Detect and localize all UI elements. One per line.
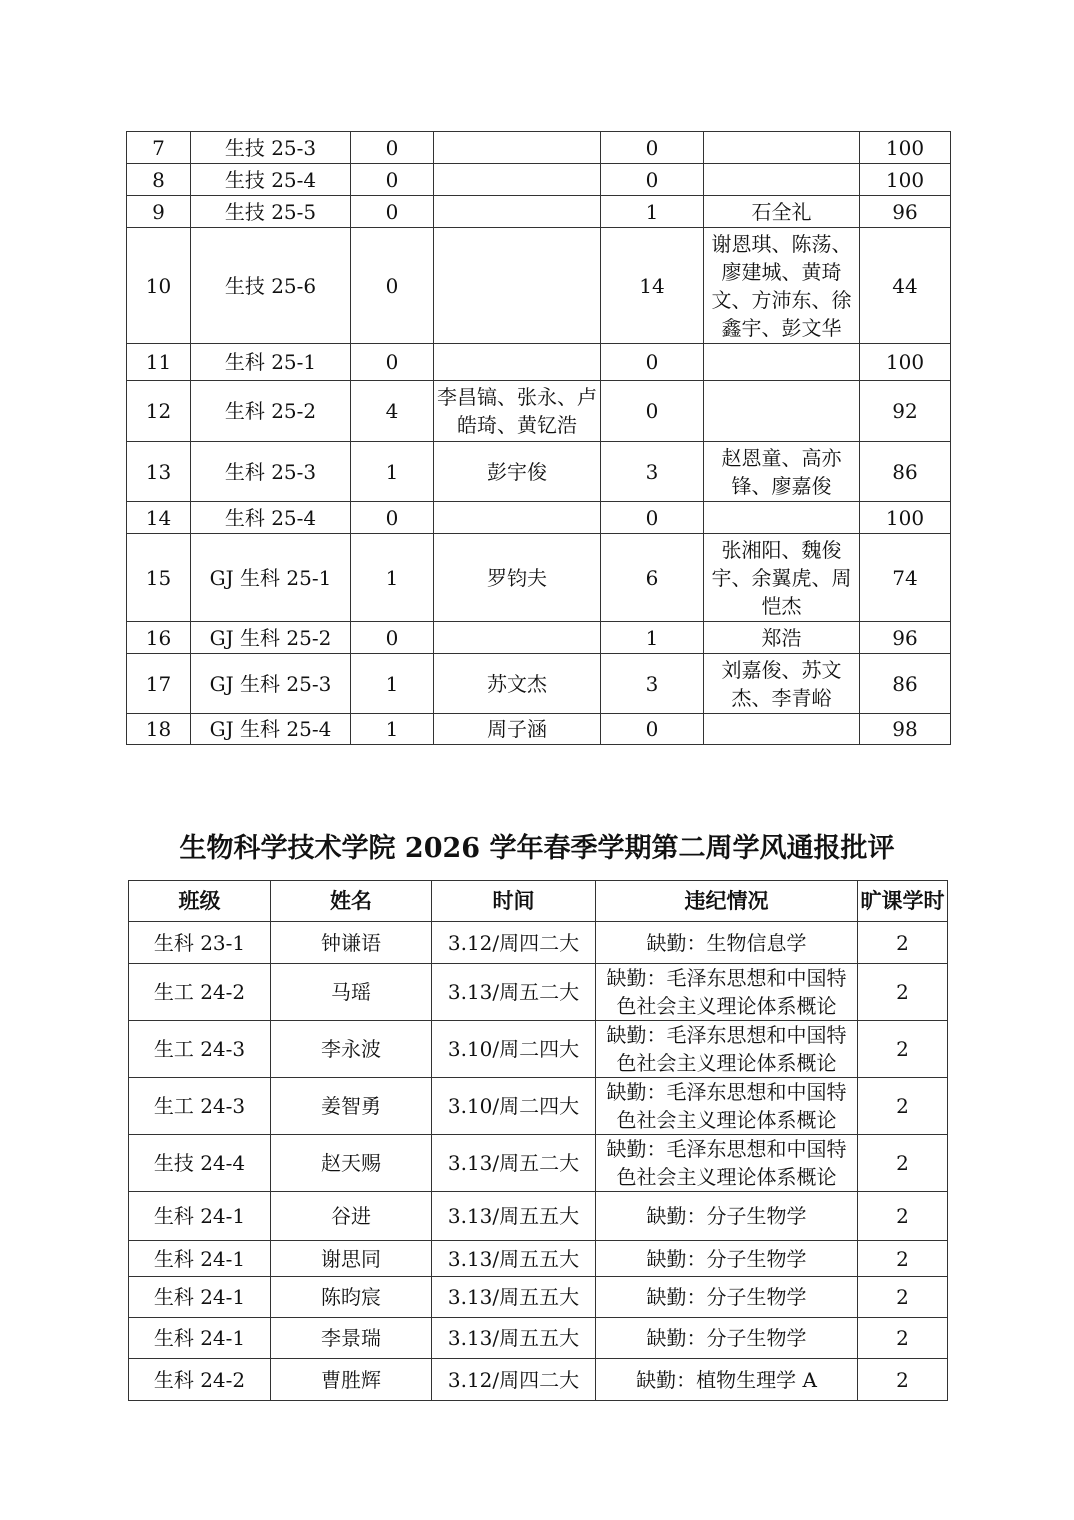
row-count-a: 0 xyxy=(351,622,434,654)
row-class: 生工 24-3 xyxy=(129,1078,271,1135)
row-hours: 2 xyxy=(858,1021,948,1078)
row-score: 100 xyxy=(860,502,951,534)
row-count-b: 3 xyxy=(601,442,704,502)
row-no: 17 xyxy=(127,654,191,714)
criticism-table xyxy=(128,880,948,1401)
row-no: 14 xyxy=(127,502,191,534)
row-no: 8 xyxy=(127,164,191,196)
table-row xyxy=(127,442,951,502)
row-class: 生科 24-1 xyxy=(129,1318,271,1359)
row-names-b: 石全礼 xyxy=(704,196,860,228)
row-class: 生科 25-2 xyxy=(191,381,351,442)
row-reason: 缺勤：分子生物学 xyxy=(596,1192,858,1241)
table-row xyxy=(129,1021,948,1078)
row-class: 生技 24-4 xyxy=(129,1135,271,1192)
class-score-body xyxy=(127,132,951,745)
header-hours: 旷课学时 xyxy=(858,881,948,922)
row-hours: 2 xyxy=(858,1277,948,1318)
table-row xyxy=(129,1078,948,1135)
row-names-a: 周子涵 xyxy=(434,714,601,745)
row-count-a: 0 xyxy=(351,164,434,196)
row-count-b: 1 xyxy=(601,622,704,654)
row-names-a xyxy=(434,228,601,344)
page-title: 生物科学技术学院 2026 学年春季学期第二周学风通报批评 xyxy=(179,833,895,864)
table-row xyxy=(127,622,951,654)
table-row xyxy=(129,1241,948,1277)
table-row xyxy=(129,1135,948,1192)
row-no: 13 xyxy=(127,442,191,502)
row-names-b: 谢恩琪、陈荡、廖建城、黄琦文、方沛东、徐鑫宇、彭文华 xyxy=(704,228,860,344)
row-hours: 2 xyxy=(858,1078,948,1135)
row-score: 100 xyxy=(860,132,951,164)
row-names-a xyxy=(434,622,601,654)
table-row xyxy=(127,164,951,196)
row-count-b: 0 xyxy=(601,344,704,381)
table-row xyxy=(127,654,951,714)
row-name: 曹胜辉 xyxy=(271,1359,432,1401)
row-class: 生工 24-3 xyxy=(129,1021,271,1078)
row-time: 3.12/周四二大 xyxy=(432,922,596,964)
row-names-b xyxy=(704,502,860,534)
table-row xyxy=(129,1277,948,1318)
row-hours: 2 xyxy=(858,964,948,1021)
criticism-body xyxy=(129,922,948,1401)
row-score: 74 xyxy=(860,534,951,622)
row-count-b: 3 xyxy=(601,654,704,714)
row-name: 赵天赐 xyxy=(271,1135,432,1192)
row-class: 生科 25-4 xyxy=(191,502,351,534)
row-hours: 2 xyxy=(858,1241,948,1277)
row-count-a: 1 xyxy=(351,714,434,745)
row-name: 谢思同 xyxy=(271,1241,432,1277)
row-reason: 缺勤：植物生理学 A xyxy=(596,1359,858,1401)
row-count-b: 1 xyxy=(601,196,704,228)
row-reason: 缺勤：毛泽东思想和中国特色社会主义理论体系概论 xyxy=(596,1078,858,1135)
table-row xyxy=(129,964,948,1021)
row-class: 生技 25-6 xyxy=(191,228,351,344)
row-score: 96 xyxy=(860,196,951,228)
row-class: 生科 24-1 xyxy=(129,1241,271,1277)
table-row xyxy=(127,534,951,622)
row-names-a: 彭宇俊 xyxy=(434,442,601,502)
row-count-b: 0 xyxy=(601,164,704,196)
row-count-a: 4 xyxy=(351,381,434,442)
row-names-a xyxy=(434,164,601,196)
row-time: 3.13/周五五大 xyxy=(432,1192,596,1241)
row-class: GJ 生科 25-3 xyxy=(191,654,351,714)
row-score: 92 xyxy=(860,381,951,442)
row-time: 3.13/周五二大 xyxy=(432,1135,596,1192)
row-count-a: 0 xyxy=(351,502,434,534)
table-row xyxy=(127,344,951,381)
row-name: 李永波 xyxy=(271,1021,432,1078)
row-score: 86 xyxy=(860,442,951,502)
row-time: 3.13/周五二大 xyxy=(432,964,596,1021)
header-reason: 违纪情况 xyxy=(596,881,858,922)
row-name: 谷进 xyxy=(271,1192,432,1241)
row-class: 生科 23-1 xyxy=(129,922,271,964)
table-row xyxy=(129,922,948,964)
row-no: 18 xyxy=(127,714,191,745)
row-count-b: 0 xyxy=(601,132,704,164)
row-class: 生技 25-4 xyxy=(191,164,351,196)
row-name: 马瑶 xyxy=(271,964,432,1021)
row-class: 生科 24-1 xyxy=(129,1192,271,1241)
row-score: 100 xyxy=(860,344,951,381)
row-names-b xyxy=(704,381,860,442)
row-names-a xyxy=(434,196,601,228)
header-time: 时间 xyxy=(432,881,596,922)
row-time: 3.10/周二四大 xyxy=(432,1021,596,1078)
header-class: 班级 xyxy=(129,881,271,922)
row-reason: 缺勤：分子生物学 xyxy=(596,1277,858,1318)
row-count-b: 0 xyxy=(601,381,704,442)
row-class: GJ 生科 25-2 xyxy=(191,622,351,654)
row-hours: 2 xyxy=(858,1359,948,1401)
row-class: GJ 生科 25-1 xyxy=(191,534,351,622)
row-reason: 缺勤：毛泽东思想和中国特色社会主义理论体系概论 xyxy=(596,1021,858,1078)
table-row xyxy=(129,1359,948,1401)
row-names-b xyxy=(704,344,860,381)
row-score: 98 xyxy=(860,714,951,745)
row-hours: 2 xyxy=(858,1318,948,1359)
row-names-a xyxy=(434,344,601,381)
row-no: 15 xyxy=(127,534,191,622)
row-score: 100 xyxy=(860,164,951,196)
row-count-b: 0 xyxy=(601,502,704,534)
class-score-table xyxy=(126,131,951,745)
row-hours: 2 xyxy=(858,1135,948,1192)
row-names-a xyxy=(434,132,601,164)
table-row xyxy=(127,714,951,745)
criticism-header xyxy=(129,881,948,922)
row-count-a: 1 xyxy=(351,654,434,714)
row-count-a: 0 xyxy=(351,344,434,381)
row-names-a xyxy=(434,502,601,534)
row-class: 生科 25-1 xyxy=(191,344,351,381)
row-class: GJ 生科 25-4 xyxy=(191,714,351,745)
row-names-b: 刘嘉俊、苏文杰、李青峪 xyxy=(704,654,860,714)
row-hours: 2 xyxy=(858,1192,948,1241)
row-no: 16 xyxy=(127,622,191,654)
row-names-a: 苏文杰 xyxy=(434,654,601,714)
row-reason: 缺勤：生物信息学 xyxy=(596,922,858,964)
row-count-b: 14 xyxy=(601,228,704,344)
row-class: 生技 25-3 xyxy=(191,132,351,164)
row-time: 3.10/周二四大 xyxy=(432,1078,596,1135)
row-count-b: 0 xyxy=(601,714,704,745)
row-no: 10 xyxy=(127,228,191,344)
row-names-b xyxy=(704,132,860,164)
row-count-a: 1 xyxy=(351,442,434,502)
row-count-a: 0 xyxy=(351,132,434,164)
row-class: 生工 24-2 xyxy=(129,964,271,1021)
row-reason: 缺勤：分子生物学 xyxy=(596,1318,858,1359)
row-name: 陈昀宸 xyxy=(271,1277,432,1318)
row-class: 生科 24-1 xyxy=(129,1277,271,1318)
row-count-a: 1 xyxy=(351,534,434,622)
table-row xyxy=(129,1318,948,1359)
row-name: 李景瑞 xyxy=(271,1318,432,1359)
row-hours: 2 xyxy=(858,922,948,964)
row-names-b: 郑浩 xyxy=(704,622,860,654)
row-names-b: 赵恩童、高亦锋、廖嘉俊 xyxy=(704,442,860,502)
row-count-a: 0 xyxy=(351,196,434,228)
table-row xyxy=(127,381,951,442)
row-names-b: 张湘阳、魏俊宇、余翼虎、周恺杰 xyxy=(704,534,860,622)
row-class: 生科 24-2 xyxy=(129,1359,271,1401)
row-score: 86 xyxy=(860,654,951,714)
row-reason: 缺勤：分子生物学 xyxy=(596,1241,858,1277)
row-no: 11 xyxy=(127,344,191,381)
table-row xyxy=(127,502,951,534)
row-names-b xyxy=(704,164,860,196)
row-names-b xyxy=(704,714,860,745)
table-row xyxy=(129,1192,948,1241)
row-time: 3.13/周五五大 xyxy=(432,1318,596,1359)
row-time: 3.13/周五五大 xyxy=(432,1277,596,1318)
header-row xyxy=(129,881,948,922)
row-time: 3.12/周四二大 xyxy=(432,1359,596,1401)
table-row xyxy=(127,228,951,344)
row-no: 12 xyxy=(127,381,191,442)
row-score: 44 xyxy=(860,228,951,344)
row-name: 钟谦语 xyxy=(271,922,432,964)
row-reason: 缺勤：毛泽东思想和中国特色社会主义理论体系概论 xyxy=(596,1135,858,1192)
row-reason: 缺勤：毛泽东思想和中国特色社会主义理论体系概论 xyxy=(596,964,858,1021)
table-row xyxy=(127,196,951,228)
row-time: 3.13/周五五大 xyxy=(432,1241,596,1277)
row-names-a: 李昌镐、张永、卢皓琦、黄钇浩 xyxy=(434,381,601,442)
row-count-a: 0 xyxy=(351,228,434,344)
row-class: 生科 25-3 xyxy=(191,442,351,502)
row-score: 96 xyxy=(860,622,951,654)
row-class: 生技 25-5 xyxy=(191,196,351,228)
header-name: 姓名 xyxy=(271,881,432,922)
row-name: 姜智勇 xyxy=(271,1078,432,1135)
table-row xyxy=(127,132,951,164)
row-no: 7 xyxy=(127,132,191,164)
row-names-a: 罗钧夫 xyxy=(434,534,601,622)
row-count-b: 6 xyxy=(601,534,704,622)
row-no: 9 xyxy=(127,196,191,228)
